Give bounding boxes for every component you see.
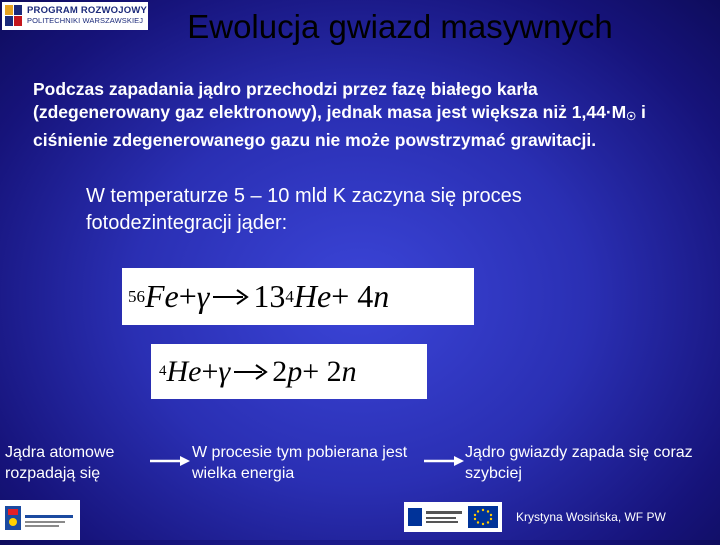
author-credit: Krystyna Wosińska, WF PW (516, 510, 666, 524)
kapital-ludzki-emblem-icon (0, 500, 80, 540)
reaction-arrow-icon (232, 362, 270, 382)
iron-symbol: Fe (145, 278, 179, 314)
neutron-coefficient: + 2 (302, 354, 342, 388)
paragraph-part-1: Podczas zapadania jądro przechodzi przez fazę białego karła (zdegenerowany gaz elektronowy), jednak masa jest większa niż 1,44·M (33, 79, 627, 122)
kapital-ludzki-logo (0, 500, 80, 540)
subheading: W temperaturze 5 – 10 mld K zaczyna się proces fotodezintegracji jąder: (86, 185, 522, 234)
helium-symbol: He (293, 278, 332, 314)
step-nuclei-break-apart: Jądra atomowe rozpadają się (5, 444, 115, 482)
sun-symbol-icon: ☉ (626, 111, 637, 123)
step-core-collapses: Jądro gwiazdy zapada się coraz szybciej (465, 444, 693, 482)
program-rozwojowy-logo (2, 2, 148, 30)
gamma-symbol: γ (196, 278, 210, 314)
gamma-symbol: γ (218, 354, 231, 388)
plus-sign: + (178, 278, 197, 314)
equation-helium-photodisintegration (151, 344, 427, 399)
helium-mass-number: 4 (159, 363, 167, 379)
slide-title: Ewolucja gwiazd masywnych (187, 8, 613, 45)
helium-symbol: He (166, 354, 202, 388)
paragraph-part-2: i ciśnienie zdegenerowanego gazu nie może powstrzymać grawitacji. (33, 102, 646, 150)
logo-line-1: PROGRAM ROZWOJOWY (27, 5, 148, 16)
arrow-right-icon (150, 456, 190, 466)
neutron-symbol: n (373, 278, 390, 314)
arrow-right-icon (424, 456, 464, 466)
plus-sign: + (201, 354, 219, 388)
neutron-symbol: n (341, 354, 357, 388)
eu-social-fund-logo (404, 502, 502, 532)
equation-iron-photodisintegration (122, 268, 474, 325)
proton-coefficient: 2 (272, 354, 288, 388)
logo-line-2: POLITECHNIKI WARSZAWSKIEJ (27, 16, 144, 25)
step-energy-absorbed: W procesie tym pobierana jest wielka energia (192, 444, 408, 482)
helium-coefficient: 13 (253, 278, 286, 314)
reaction-arrow-icon (211, 287, 251, 307)
intro-paragraph (33, 78, 673, 152)
iron-mass-number: 56 (128, 286, 145, 306)
logo-mark-icon (5, 5, 23, 27)
eu-emblem-icon (404, 502, 502, 532)
proton-symbol: p (287, 354, 303, 388)
neutron-coefficient: + 4 (331, 278, 374, 314)
helium-mass-number: 4 (285, 286, 294, 306)
